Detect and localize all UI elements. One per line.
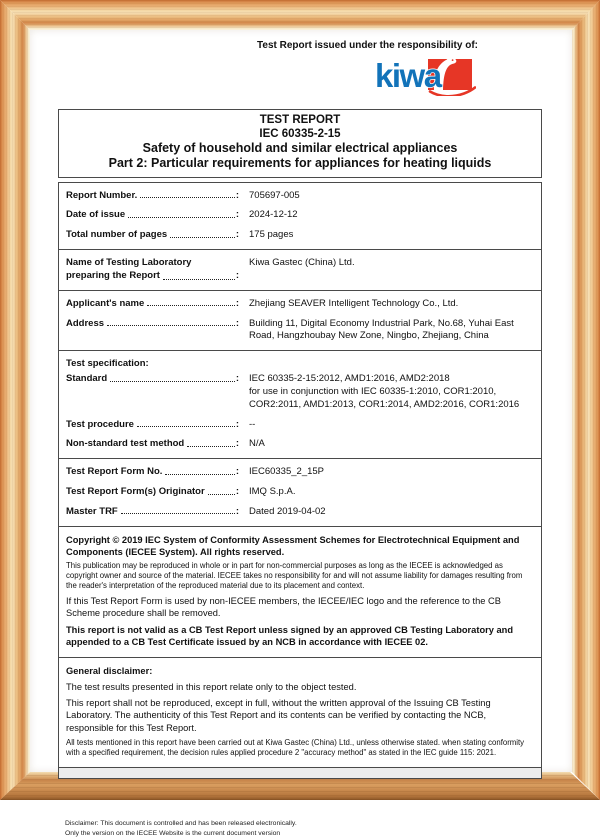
field-report-number: Report Number. : 705697-005	[59, 188, 541, 205]
field-label: Applicant's name	[66, 297, 145, 309]
field-value: COR2:2011, AMD1:2013, COR1:2014, AMD2:2016, COR1:2016	[249, 398, 520, 410]
report-content	[30, 30, 572, 837]
empty-table-row	[59, 767, 541, 778]
title-block	[58, 109, 542, 178]
section-general-disclaimer	[59, 657, 541, 767]
kiwa-logo	[376, 56, 476, 101]
field-value: Building 11, Digital Economy Industrial Park, No.68, Yuhai East Road, Hangzhoubay New Zone, Ningbo, Zhejiang, China	[249, 317, 514, 342]
footer-disclaimer-line1: Disclaimer: This document is controlled and has been released electronically.	[65, 820, 297, 828]
field-trf-originator: Test Report Form(s) Originator : IMQ S.p.A.	[59, 484, 541, 501]
copyright-removal-note: If this Test Report Form is used by non-IECEE members, the IECEE/IEC logo and the reference to the CB Scheme procedure shall be removed.	[66, 596, 501, 619]
field-label: Test Report Form No.	[66, 466, 163, 478]
field-trf-no: Test Report Form No. : IEC60335_2_15P	[59, 464, 541, 481]
general-disclaimer-line2: This report shall not be reproduced, except in full, without the written approval of the Issuing CB Testing Laboratory. The authenticity of this Test Report and its contents can be verified by contacting the NCB, responsible for this Test Report.	[66, 698, 491, 733]
field-label: Date of issue	[66, 209, 126, 221]
field-value: 2024-12-12	[249, 209, 298, 221]
general-disclaimer-line1: The test results presented in this report relate only to the object tested.	[66, 681, 357, 692]
wood-frame-top	[0, 0, 600, 30]
field-master-trf: Master TRF : Dated 2019-04-02	[59, 504, 541, 521]
copyright-notice: Copyright © 2019 IEC System of Conformity Assessment Schemes for Electrotechnical Equipment and Components (IECEE System). All rights reserved.	[66, 534, 520, 557]
dotted-leader	[121, 513, 235, 514]
general-disclaimer-heading: General disclaimer:	[66, 665, 153, 676]
field-label: Total number of pages	[66, 229, 168, 241]
field-applicant-name: Applicant's name : Zhejiang SEAVER Intelligent Technology Co., Ltd.	[59, 296, 541, 313]
test-specification-heading: Test specification:	[66, 358, 149, 370]
section-applicant	[59, 290, 541, 350]
report-title: TEST REPORT	[259, 114, 341, 126]
copyright-small-print: This publication may be reproduced in whole or in part for non-commercial purposes as long as the IECEE is acknowledged as copyright owner and source of the material. IECEE takes no responsibility for and will not assume liability for damages resulting from the reader's interpretation of the reproduced material due to its placement and context.	[66, 560, 523, 591]
masthead	[257, 40, 478, 101]
field-value: Kiwa Gastec (China) Ltd.	[249, 257, 355, 269]
standard-name: Safety of household and similar electrical appliances	[142, 141, 458, 156]
section-copyright	[59, 526, 541, 657]
dotted-leader	[128, 217, 235, 218]
dotted-leader	[163, 279, 235, 280]
general-disclaimer-small-print: All tests mentioned in this report have been carried out at Kiwa Gastec (China) Ltd., unless otherwise stated. when stating conformity with a specified requirement, the decision rules applied procedure 2 "accuracy method" as stated in the IEC guide 115: 2021.	[66, 737, 525, 758]
standard-part: Part 2: Particular requirements for appliances for heating liquids	[108, 156, 492, 171]
field-standard: Standard : IEC 60335-2-15:2012, AMD1:2016, AMD2:2018 for use in conjunction with IEC 60335-1:2010, COR1:2010, COR2:2011, AMD1:2013, COR1:2014, AMD2:2016, COR1:2016	[59, 371, 541, 413]
field-total-pages: Total number of pages : 175 pages	[59, 227, 541, 244]
field-value: Dated 2019-04-02	[249, 505, 326, 517]
field-value: 175 pages	[249, 229, 294, 241]
field-label: Non-standard test method	[66, 438, 185, 450]
field-address: Address : Building 11, Digital Economy Industrial Park, No.68, Yuhai East Road, Hangzhoubay New Zone, Ningbo, Zhejiang, China	[59, 316, 541, 346]
dotted-leader	[165, 474, 234, 475]
field-label: Test Report Form(s) Originator	[66, 486, 205, 497]
field-value: N/A	[249, 438, 265, 450]
dotted-leader	[140, 197, 235, 198]
footer-disclaimer-line2: Only the version on the IECEE Website is the current document version	[65, 829, 281, 837]
field-value: for use in conjunction with IEC 60335-1:2010, COR1:2010,	[249, 385, 497, 397]
field-date-of-issue: Date of issue : 2024-12-12	[59, 207, 541, 224]
field-label: Address	[66, 317, 105, 329]
field-testing-laboratory: Name of Testing Laboratory preparing the Report : Kiwa Gastec (China) Ltd.	[59, 255, 541, 285]
field-label: Standard	[66, 373, 108, 385]
responsibility-line: Test Report issued under the responsibility of:	[257, 40, 478, 51]
field-value: --	[249, 418, 256, 430]
dotted-leader	[147, 305, 235, 306]
kiwa-logo-graphic	[376, 56, 476, 96]
section-report-identification	[59, 183, 541, 249]
field-non-standard-method: Non-standard test method : N/A	[59, 436, 541, 453]
field-label: preparing the Report	[66, 269, 160, 281]
wood-frame-right	[572, 0, 600, 800]
standard-number: IEC 60335-2-15	[259, 127, 341, 140]
dotted-leader	[137, 426, 235, 427]
dotted-leader	[110, 381, 235, 382]
dotted-leader	[107, 325, 235, 326]
field-value: IEC 60335-2-15:2012, AMD1:2016, AMD2:2018	[249, 373, 450, 385]
field-value: IEC60335_2_15P	[249, 466, 325, 478]
dotted-leader	[170, 237, 235, 238]
field-value: Zhejiang SEAVER Intelligent Technology Co., Ltd.	[249, 297, 459, 309]
field-value: 705697-005	[249, 189, 300, 201]
kiwa-wordmark: kiwa	[376, 57, 441, 94]
copyright-validity-note: This report is not valid as a CB Test Report unless signed by an approved CB Testing Laboratory and appended to a CB Test Certificate issued by an NCB in accordance with IECEE 02.	[66, 624, 514, 647]
wood-frame-left	[0, 0, 30, 800]
field-label: Report Number.	[66, 189, 138, 201]
field-label: Master TRF	[66, 505, 118, 517]
section-test-specification	[59, 350, 541, 458]
report-fields-table	[58, 182, 542, 780]
report-page	[30, 30, 572, 837]
field-test-procedure: Test procedure : --	[59, 417, 541, 434]
footer-disclaimer	[65, 819, 542, 838]
field-label: Name of Testing Laboratory	[66, 257, 192, 269]
dotted-leader	[187, 446, 235, 447]
section-testing-laboratory	[59, 249, 541, 290]
field-value: IMQ S.p.A.	[249, 486, 296, 497]
dotted-leader	[208, 494, 235, 495]
section-test-report-form	[59, 458, 541, 525]
field-label: Test procedure	[66, 418, 134, 430]
